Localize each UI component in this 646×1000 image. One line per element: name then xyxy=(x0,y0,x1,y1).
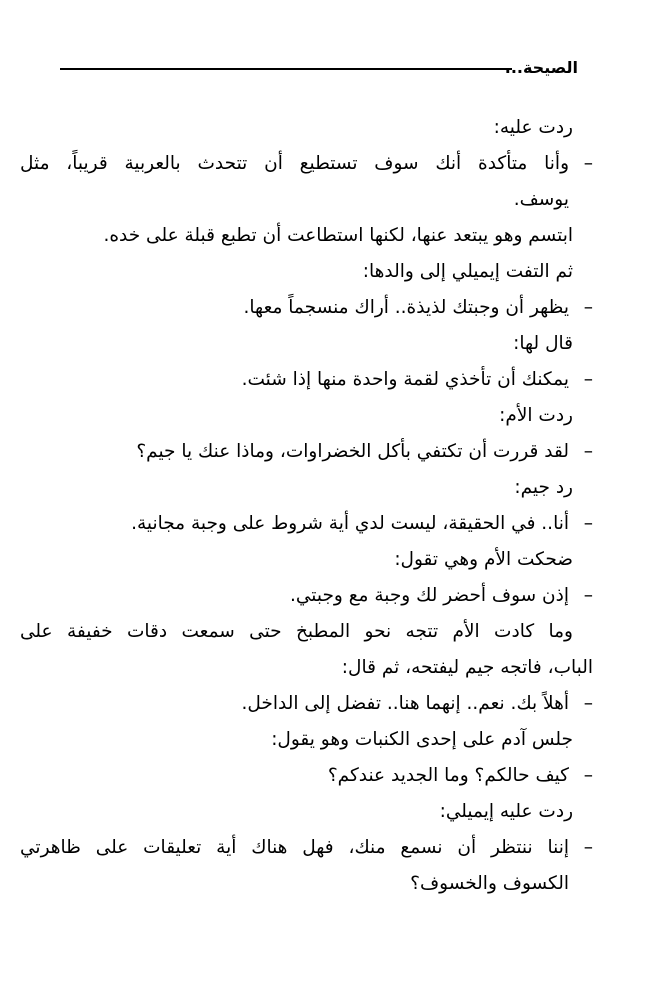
dialogue-line xyxy=(20,686,593,722)
text-line xyxy=(20,218,593,254)
dialogue-line xyxy=(20,434,593,470)
page-header xyxy=(60,56,578,84)
line-text: ردت عليه: xyxy=(493,117,573,138)
line-text: كيف حالكم؟ وما الجديد عندكم؟ xyxy=(327,765,569,786)
line-text: إذن سوف أحضر لك وجبة مع وجبتي. xyxy=(290,585,569,606)
text-line xyxy=(20,398,593,434)
dialogue-dash: – xyxy=(583,693,593,714)
dialogue-dash: – xyxy=(583,153,593,174)
line-text: وأنا متأكدة أنك سوف تستطيع أن تتحدث بالعربية قريباً، مثل xyxy=(20,153,569,174)
dialogue-line xyxy=(20,362,593,398)
dialogue-dash: – xyxy=(583,297,593,318)
text-line xyxy=(20,182,593,218)
dialogue-line xyxy=(20,506,593,542)
line-text: ثم التفت إيميلي إلى والدها: xyxy=(362,261,573,282)
text-line xyxy=(20,614,593,650)
text-line xyxy=(20,470,593,506)
text-line xyxy=(20,794,593,830)
dialogue-dash: – xyxy=(583,765,593,786)
line-text: أهلاً بك. نعم.. إنهما هنا.. تفضل إلى الداخل. xyxy=(241,693,569,714)
line-text: قال لها: xyxy=(513,333,573,354)
text-line xyxy=(20,326,593,362)
line-text: يمكنك أن تأخذي لقمة واحدة منها إذا شئت. xyxy=(241,369,569,390)
dialogue-dash: – xyxy=(583,837,593,858)
line-text: رد جيم: xyxy=(514,477,573,498)
line-text: ضحكت الأم وهي تقول: xyxy=(394,549,573,570)
dialogue-dash: – xyxy=(583,441,593,462)
line-text: أنا.. في الحقيقة، ليست لدي أية شروط على وجبة مجانية. xyxy=(131,513,569,534)
dialogue-dash: – xyxy=(583,513,593,534)
line-text: الباب، فاتجه جيم ليفتحه، ثم قال: xyxy=(341,657,593,678)
line-text: يظهر أن وجبتك لذيذة.. أراك منسجماً معها. xyxy=(243,297,569,318)
dialogue-line xyxy=(20,758,593,794)
line-text: ردت عليه إيميلي: xyxy=(439,801,573,822)
line-text: وما كادت الأم تتجه نحو المطبخ حتى سمعت دقات خفيفة على xyxy=(20,621,573,642)
line-text: الكسوف والخسوف؟ xyxy=(410,873,569,894)
text-line xyxy=(20,722,593,758)
line-text: ردت الأم: xyxy=(499,405,573,426)
running-title: الصيحة... xyxy=(504,58,578,77)
text-line xyxy=(20,542,593,578)
header-rule xyxy=(60,68,512,70)
text-line xyxy=(20,254,593,290)
dialogue-line xyxy=(20,146,593,182)
line-text: جلس آدم على إحدى الكنبات وهو يقول: xyxy=(271,729,573,750)
page-body xyxy=(20,110,593,902)
line-text: ابتسم وهو يبتعد عنها، لكنها استطاعت أن تطبع قبلة على خده. xyxy=(103,225,573,246)
dialogue-line xyxy=(20,830,593,866)
line-text: لقد قررت أن تكتفي بأكل الخضراوات، وماذا عنك يا جيم؟ xyxy=(136,441,569,462)
text-line xyxy=(20,110,593,146)
line-text: يوسف. xyxy=(513,189,569,210)
dialogue-dash: – xyxy=(583,585,593,606)
dialogue-line xyxy=(20,578,593,614)
dialogue-line xyxy=(20,290,593,326)
line-text: إننا ننتظر أن نسمع منك، فهل هناك أية تعليقات على ظاهرتي xyxy=(20,837,569,858)
text-line xyxy=(20,650,593,686)
dialogue-dash: – xyxy=(583,369,593,390)
text-line xyxy=(20,866,593,902)
